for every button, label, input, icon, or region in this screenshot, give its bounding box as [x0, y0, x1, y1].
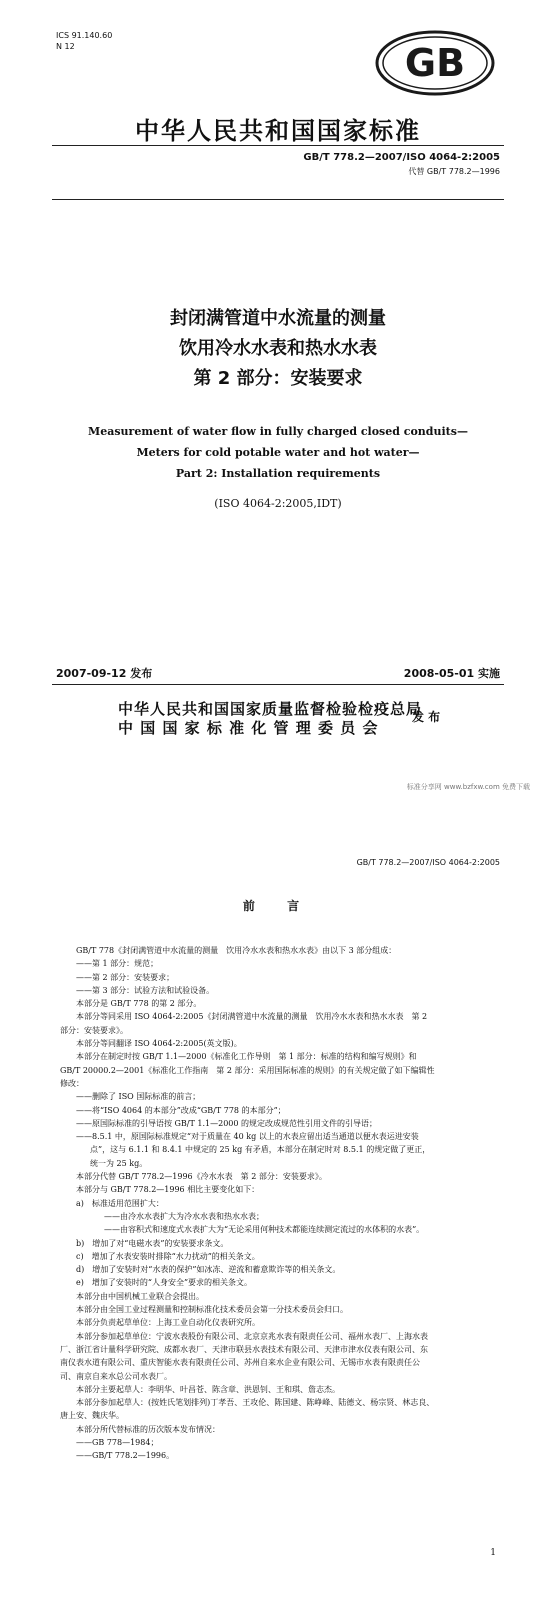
classification-codes — [56, 30, 112, 52]
header-rule — [52, 199, 504, 200]
foreword-line: 本部分与 GB/T 778.2—1996 相比主要变化如下： — [76, 1185, 260, 1195]
foreword-line: GB/T 20000.2—2001《标准化工作指南 第 2 部分：采用国际标准的规则》的有关规定做了如下编辑性 — [60, 1065, 435, 1075]
title-en-line-3: Part 2: Installation requirements — [175, 467, 381, 480]
foreword-line: 本部分代替 GB/T 778.2—1996《冷水水表 第 2 部分：安装要求》。 — [76, 1172, 327, 1182]
foreword-line: c) 增加了水表安装时排除“水力扰动”的相关条文。 — [76, 1251, 260, 1261]
foreword-line: ——第 1 部分：规范； — [76, 959, 159, 969]
supersedes-note: 代替 GB/T 778.2—1996 — [408, 167, 500, 176]
title-cn-line-2: 饮用冷水水表和热水水表 — [179, 338, 377, 359]
foreword-line: ——由冷水水表扩大为冷水水表和热水水表； — [104, 1211, 264, 1221]
foreword-line: 本部分所代替标准的历次版本发布情况： — [76, 1424, 220, 1434]
foreword-line: a) 标准适用范围扩大： — [76, 1198, 164, 1208]
national-standard-title: 中华人民共和国国家标准 — [135, 116, 421, 145]
implement-date: 2008-05-01 实施 — [403, 667, 500, 680]
issuer-aqsiq: 中华人民共和国国家质量监督检验检疫总局 — [118, 700, 423, 718]
foreword-line: 本部分参加起草单位：宁波水表股份有限公司、北京京兆水表有限责任公司、福州水表厂、上海水表 — [76, 1331, 428, 1341]
issue-word: 发 布 — [412, 710, 441, 724]
foreword-line: ——将“ISO 4064 的本部分”改成“GB/T 778 的本部分”； — [76, 1105, 286, 1115]
foreword-line: e) 增加了安装时的“人身安全”要求的相关条文。 — [76, 1278, 253, 1288]
watermark-text: 标准分享网 www.bzfxw.com 免费下载 — [406, 783, 530, 791]
foreword-line: 本部分是 GB/T 778 的第 2 部分。 — [76, 999, 202, 1009]
foreword-line: 修改： — [60, 1078, 84, 1088]
foreword-line: 厂、浙江省计量科学研究院、成都水表厂、天津市联县水表技术有限公司、天津市津水仪表有限公司、东 — [60, 1344, 428, 1354]
title-en-line-2: Meters for cold potable water and hot water— — [136, 446, 420, 459]
ccs-code: N 12 — [56, 42, 75, 51]
top-rule — [52, 145, 504, 146]
foreword-line: 本部分负责起草单位：上海工业自动化仪表研究所。 — [76, 1318, 260, 1328]
foreword-title: 前 言 — [242, 899, 314, 913]
foreword-line: b) 增加了对“电磁水表”的安装要求条文。 — [76, 1238, 229, 1248]
foreword-line: 本部分参加起草人：(按姓氏笔划排列)丁孝吾、王攻伦、陈国建、陈峥峰、陆德文、杨宗贤、林志良、 — [76, 1398, 435, 1408]
foreword-line: 统一为 25 kg。 — [90, 1158, 148, 1168]
ics-code: ICS 91.140.60 — [56, 31, 113, 40]
foreword-line: 点”，这与 6.1.1 和 8.4.1 中规定的 25 kg 有矛盾，本部分在制定时对 8.5.1 的规定做了更正， — [90, 1145, 431, 1155]
title-en-line-1: Measurement of water flow in fully charged closed conduits— — [88, 425, 468, 438]
foreword-line: 本部分等同采用 ISO 4064-2:2005《封闭满管道中水流量的测量 饮用冷水水表和热水水表 第 2 — [76, 1012, 428, 1022]
foreword-line: ——原国际标准的引导语按 GB/T 1.1—2000 的规定改成规范性引用文件的引导语； — [76, 1118, 378, 1128]
gb-logo-text: GB — [404, 41, 466, 85]
gb-logo — [375, 30, 495, 96]
standard-number: GB/T 778.2—2007/ISO 4064-2:2005 — [303, 152, 500, 163]
foreword-line: 本部分等同翻译 ISO 4064-2:2005(英文版)。 — [76, 1039, 242, 1049]
iso-reference: (ISO 4064-2:2005,IDT) — [214, 497, 342, 510]
foreword-line: 本部分在制定时按 GB/T 1.1—2000《标准化工作导则 第 1 部分：标准的结构和编写规则》和 — [76, 1052, 417, 1062]
foreword-line: 南仪表水道有限公司、重庆智能水表有限责任公司、苏州自来水企业有限公司、无锡市水表有限责任公 — [60, 1358, 420, 1368]
title-cn-line-1: 封闭满管道中水流量的测量 — [170, 308, 386, 329]
foreword-line: 唐上安、魏庆华。 — [60, 1411, 124, 1421]
foreword-line: ——8.5.1 中，原国际标准规定“对于质量在 40 kg 以上的水表应留出适当通道以便水表运进安装 — [76, 1132, 419, 1142]
title-cn-line-3: 第 2 部分：安装要求 — [193, 368, 363, 389]
foreword-line: ——由容积式和速度式水表扩大为“无论采用何种技术都能连续测定流过的水体积的水表”。 — [104, 1225, 425, 1235]
page-header-standard-number: GB/T 778.2—2007/ISO 4064-2:2005 — [356, 858, 500, 867]
foreword-line: GB/T 778《封闭满管道中水流量的测量 饮用冷水水表和热水水表》由以下 3 部分组成： — [76, 946, 397, 955]
foreword-line: 部分：安装要求》。 — [60, 1025, 128, 1035]
foreword-line: d) 增加了安装时对“水表的保护”如冰冻、逆流和蓄意欺诈等的相关条文。 — [76, 1265, 341, 1275]
foreword-line: 本部分由全国工业过程测量和控制标准化技术委员会第一分技术委员会归口。 — [76, 1305, 348, 1315]
publish-date: 2007-09-12 发布 — [56, 667, 153, 680]
foreword-line: ——第 2 部分：安装要求； — [76, 972, 175, 982]
foreword-line: ——删除了 ISO 国际标准的前言； — [76, 1092, 201, 1102]
page-number: 1 — [490, 1548, 496, 1558]
foreword-line: ——第 3 部分：试验方法和试验设备。 — [76, 985, 215, 995]
issuer-sac: 中 国 国 家 标 准 化 管 理 委 员 会 — [118, 719, 379, 737]
foreword-line: 本部分主要起草人：李明华、叶昌苍、陈含章、洪恩钊、王和琪、詹志杰。 — [76, 1384, 340, 1394]
foreword-line: ——GB 778—1984； — [76, 1437, 159, 1447]
foreword-line: 司、南京自来水总公司水表厂。 — [60, 1371, 172, 1381]
foreword-line: 本部分由中国机械工业联合会提出。 — [76, 1291, 204, 1301]
foreword-body — [60, 944, 500, 1463]
foreword-line: ——GB/T 778.2—1996。 — [76, 1451, 175, 1461]
date-rule — [52, 684, 504, 685]
